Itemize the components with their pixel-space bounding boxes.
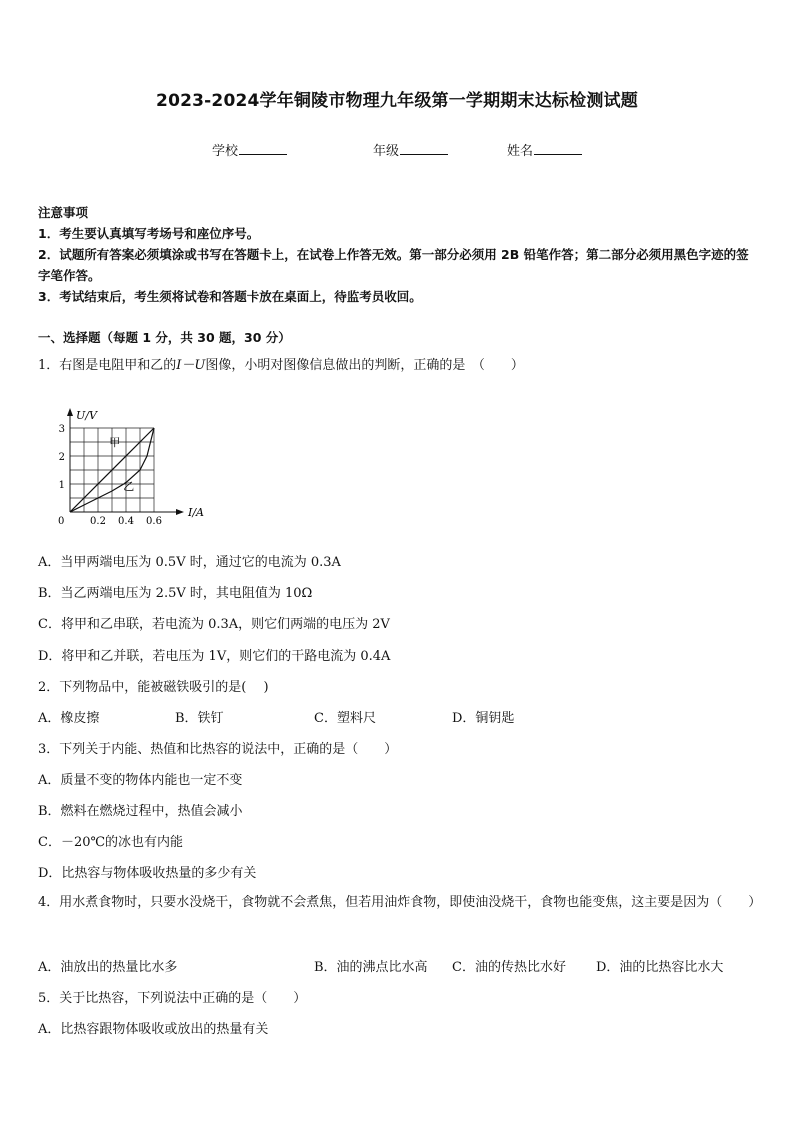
q3-option-c[interactable]: C．－20℃的冰也有内能 <box>38 835 184 850</box>
notes-heading: 注意事项 <box>38 205 89 220</box>
q3-option-d[interactable]: D．比热容与物体吸收热量的多少有关 <box>38 866 257 881</box>
y-tick-label: 1 <box>58 480 65 491</box>
q2-option-d[interactable]: D．铜钥匙 <box>452 711 515 726</box>
section-heading: 一、选择题（每题 1 分，共 30 题，30 分） <box>38 330 291 345</box>
q1-option-d[interactable]: D．将甲和乙并联，若电压为 1V，则它们的干路电流为 0.4A <box>38 649 391 664</box>
q3-option-a[interactable]: A．质量不变的物体内能也一定不变 <box>38 773 243 788</box>
iu-graph-svg <box>50 394 210 530</box>
series-label: 乙 <box>123 480 135 494</box>
q4-option-d[interactable]: D．油的比热容比水大 <box>596 960 724 975</box>
q4-options <box>38 956 760 976</box>
q1-stem-math: I－U <box>176 358 206 373</box>
question-1-stem <box>38 354 524 373</box>
y-tick-label: 2 <box>58 452 65 463</box>
iu-graph <box>50 394 210 534</box>
q2-option-b[interactable]: B．铁钉 <box>175 711 224 726</box>
note-item: 2．试题所有答案必须填涂或书写在答题卡上，在试卷上作答无效。第一部分必须用 2B 铅笔作答；第二部分必须用黑色字迹的签字笔作答。 <box>38 247 749 283</box>
q2-options <box>38 707 760 727</box>
x-tick-label: 0.6 <box>146 516 162 527</box>
question-3-stem: 3．下列关于内能、热值和比热容的说法中，正确的是（ ） <box>38 742 398 757</box>
note-item: 1．考生要认真填写考场号和座位序号。 <box>38 226 260 241</box>
question-4-stem: 4．用水煮食物时，只要水没烧干，食物就不会煮焦，但若用油炸食物，即使油没烧干，食物也能变焦，这主要是因为（ ） <box>38 895 762 910</box>
school-field[interactable] <box>212 140 287 159</box>
q1-option-b[interactable]: B．当乙两端电压为 2.5V 时，其电阻值为 10Ω <box>38 586 313 601</box>
name-blank[interactable] <box>534 141 582 155</box>
q4-option-a[interactable]: A．油放出的热量比水多 <box>38 960 178 975</box>
x-axis-label: I/A <box>188 506 204 519</box>
exam-notes <box>38 202 760 307</box>
q2-option-a[interactable]: A．橡皮擦 <box>38 711 100 726</box>
grade-blank[interactable] <box>400 141 448 155</box>
q5-option-a[interactable]: A．比热容跟物体吸收或放出的热量有关 <box>38 1022 269 1037</box>
question-2-stem: 2．下列物品中，能被磁铁吸引的是( ) <box>38 680 269 695</box>
y-axis-label: U/V <box>76 409 97 422</box>
x-tick-label: 0.4 <box>118 516 134 527</box>
q1-option-a[interactable]: A．当甲两端电压为 0.5V 时，通过它的电流为 0.3A <box>38 555 341 570</box>
grade-label: 年级 <box>373 144 400 159</box>
q1-stem-after: 图像，小明对图像信息做出的判断，正确的是 （ ） <box>205 358 524 373</box>
q1-option-c[interactable]: C．将甲和乙串联，若电流为 0.3A，则它们两端的电压为 2V <box>38 617 390 632</box>
y-tick-label: 3 <box>58 424 65 435</box>
school-label: 学校 <box>212 144 239 159</box>
series-label: 甲 <box>109 436 121 450</box>
page-title: 2023-2024学年铜陵市物理九年级第一学期期末达标检测试题 <box>156 91 638 111</box>
x-tick-label: 0.2 <box>90 516 106 527</box>
q3-option-b[interactable]: B．燃料在燃烧过程中，热值会减小 <box>38 804 243 819</box>
y-axis-arrow <box>67 408 73 416</box>
origin-label: 0 <box>58 516 65 527</box>
school-blank[interactable] <box>239 141 287 155</box>
x-axis-arrow <box>176 509 184 515</box>
note-item: 3．考试结束后，考生须将试卷和答题卡放在桌面上，待监考员收回。 <box>38 289 422 304</box>
q4-option-c[interactable]: C．油的传热比水好 <box>452 960 566 975</box>
name-field[interactable] <box>507 140 582 159</box>
q4-option-b[interactable]: B．油的沸点比水高 <box>314 960 428 975</box>
student-info-row <box>0 140 794 160</box>
question-5-stem: 5．关于比热容，下列说法中正确的是（ ） <box>38 991 307 1006</box>
q1-stem-before: 1．右图是电阻甲和乙的 <box>38 358 177 373</box>
q2-option-c[interactable]: C．塑料尺 <box>314 711 376 726</box>
grade-field[interactable] <box>373 140 448 159</box>
name-label: 姓名 <box>507 144 534 159</box>
